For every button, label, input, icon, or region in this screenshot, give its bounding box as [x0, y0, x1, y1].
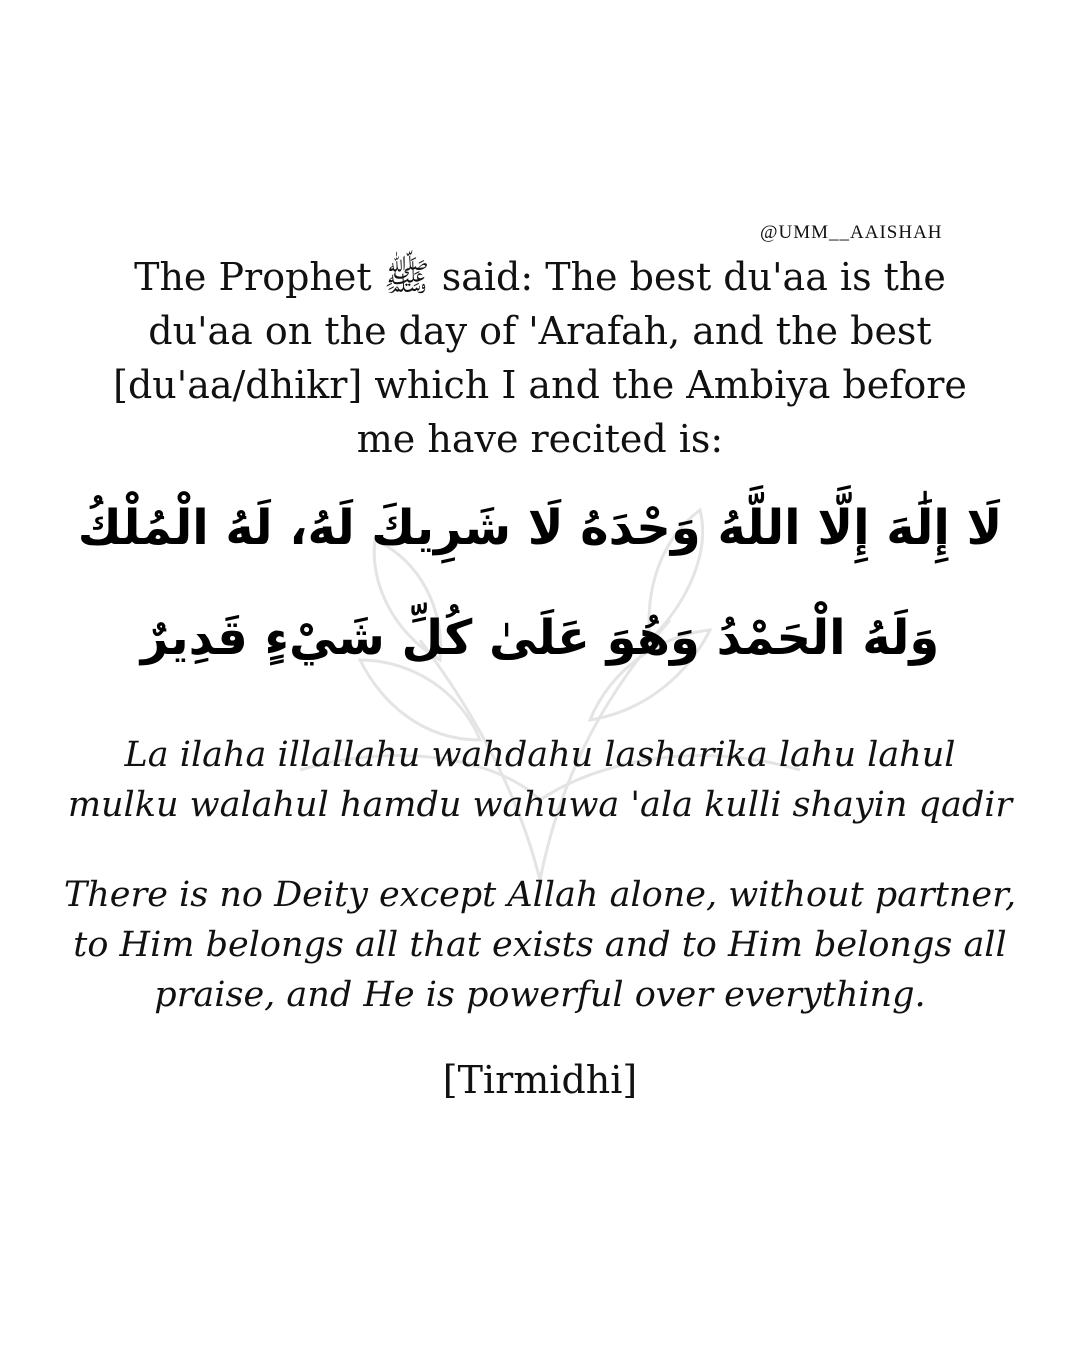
transliteration-line: La ilaha illallahu wahdahu lasharika lahu lahul — [124, 735, 956, 775]
arabic-line-1: لَا إِلَٰهَ إِلَّا اللَّهُ وَحْدَهُ لَا شَرِيكَ لَهُ، لَهُ الْمُلْكُ — [77, 500, 1003, 556]
source-reference: [Tirmidhi] — [442, 1058, 638, 1102]
translation — [60, 870, 1020, 1020]
transliteration — [60, 730, 1020, 830]
hadith-text — [60, 250, 1020, 466]
hadith-line: du'aa on the day of 'Arafah, and the best — [148, 309, 932, 353]
translation-line: There is no Deity except Allah alone, without partner, — [63, 875, 1017, 915]
translation-line: to Him belongs all that exists and to Him belongs all — [73, 925, 1007, 965]
arabic-line-2: وَلَهُ الْحَمْدُ وَهُوَ عَلَىٰ كُلِّ شَيْءٍ قَدِيرٌ — [140, 610, 940, 666]
translation-line: praise, and He is powerful over everything. — [154, 975, 926, 1015]
hadith-line: me have recited is: — [356, 417, 724, 461]
transliteration-line: mulku walahul hamdu wahuwa 'ala kulli shayin qadir — [67, 785, 1013, 825]
author-handle: @UMM__AAISHAH — [760, 222, 943, 243]
hadith-line: The Prophet ﷺ said: The best du'aa is the — [134, 255, 946, 299]
hadith-line: [du'aa/dhikr] which I and the Ambiya before — [113, 363, 967, 407]
